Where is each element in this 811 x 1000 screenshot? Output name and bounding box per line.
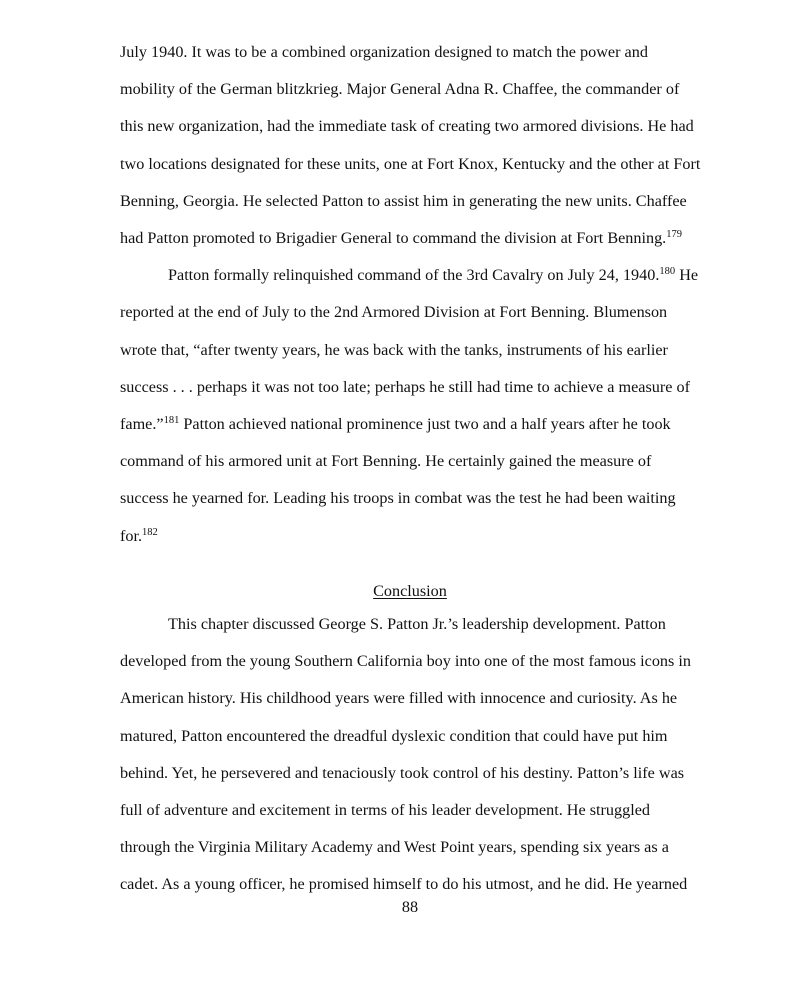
text-line: American history. His childhood years were filled with innocence and curiosity. As he [120, 689, 678, 708]
text-line: matured, Patton encountered the dreadful dyslexic condition that could have put him [120, 726, 668, 745]
text-segment: Patton formally relinquished command of the 3rd Cavalry on July 24, 1940. [168, 266, 660, 285]
footnote-ref-182: 182 [142, 526, 158, 538]
text-line: this new organization, had the immediate task of creating two armored divisions. He had [120, 117, 694, 136]
text-line: full of adventure and excitement in terms of his leader development. He struggled [120, 801, 650, 820]
text-line: July 1940. It was to be a combined organization designed to match the power and [120, 43, 648, 61]
text-segment: had Patton promoted to Brigadier General to command the division at Fort Benning. [120, 229, 667, 248]
text-line: developed from the young Southern California boy into one of the most famous icons in [120, 652, 691, 671]
paragraph-3 [120, 606, 700, 904]
text-line: Benning, Georgia. He selected Patton to assist him in generating the new units. Chaffee [120, 191, 687, 210]
text-line: wrote that, “after twenty years, he was back with the tanks, instruments of his earlier [120, 340, 668, 359]
text-line: success . . . perhaps it was not too late; perhaps he still had time to achieve a measure of [120, 377, 690, 396]
text-line: This chapter discussed George S. Patton Jr.’s leadership development. Patton [168, 615, 666, 633]
text-segment: He [675, 266, 699, 285]
text-segment: Patton achieved national prominence just two and a half years after he took [179, 415, 671, 434]
text-line: two locations designated for these units, one at Fort Knox, Kentucky and the other at Fort [120, 154, 701, 173]
paragraph-1 [120, 34, 700, 257]
footnote-ref-180: 180 [659, 266, 676, 278]
text-segment: for. [120, 526, 143, 545]
paragraph-2 [120, 257, 700, 294]
page-number: 88 [401, 898, 419, 916]
section-heading: Conclusion [373, 582, 447, 600]
text-segment: fame.” [120, 415, 164, 434]
paragraph-2-continued [120, 294, 700, 554]
text-line [120, 518, 700, 555]
footnote-ref-181: 181 [163, 415, 180, 427]
text-line [120, 406, 700, 443]
text-line: command of his armored unit at Fort Benning. He certainly gained the measure of [120, 452, 652, 471]
text-line [120, 220, 700, 257]
footnote-ref-179: 179 [666, 229, 682, 241]
text-line [120, 257, 700, 294]
text-line: behind. Yet, he persevered and tenaciously took control of his destiny. Patton’s life was [120, 763, 685, 782]
text-line: reported at the end of July to the 2nd Armored Division at Fort Benning. Blumenson [120, 303, 668, 322]
text-line: cadet. As a young officer, he promised himself to do his utmost, and he did. He yearned [120, 875, 688, 894]
text-line: through the Virginia Military Academy and West Point years, spending six years as a [120, 838, 669, 857]
text-line: mobility of the German blitzkrieg. Major General Adna R. Chaffee, the commander of [120, 80, 680, 99]
body-text-top [120, 34, 700, 555]
body-text-conclusion [120, 606, 700, 904]
text-line: success he yearned for. Leading his troops in combat was the test he had been waiting [120, 489, 676, 508]
